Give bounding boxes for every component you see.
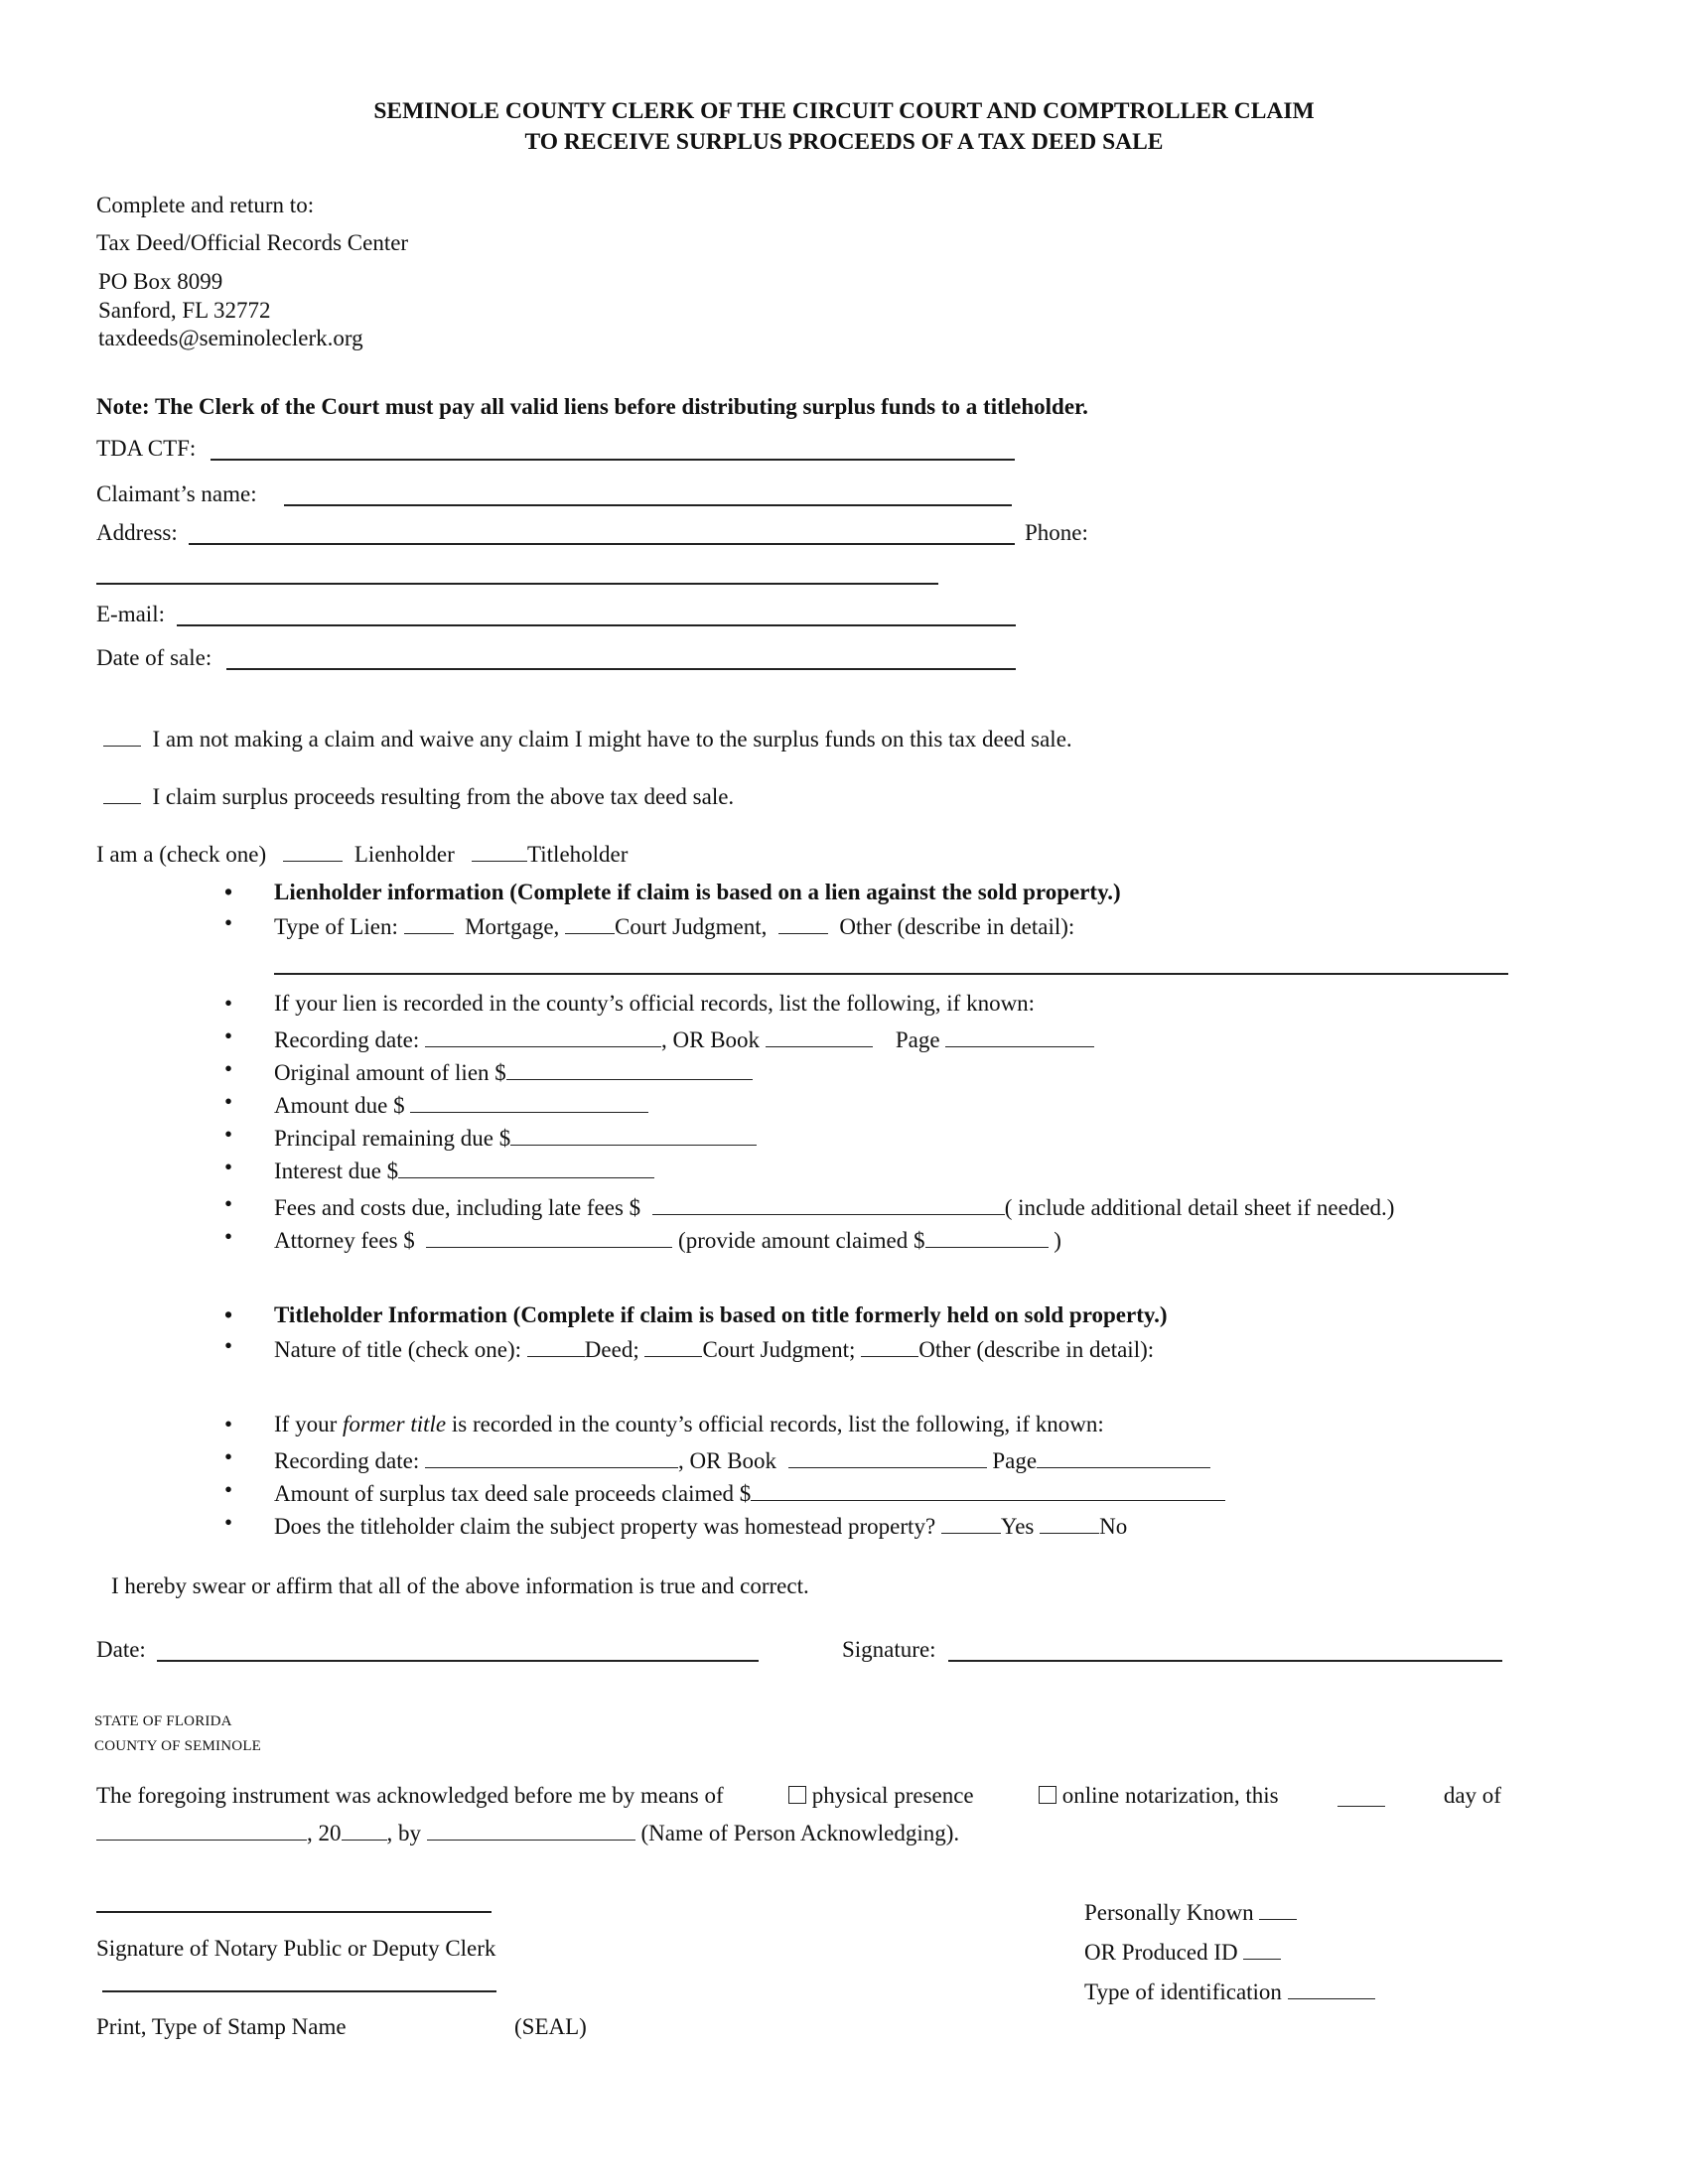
title-or-book-label: , OR Book [678, 1447, 777, 1473]
county-label: COUNTY OF SEMINOLE [94, 1738, 262, 1754]
amount-due-row [274, 1090, 648, 1117]
attorney-note: (provide amount claimed $ [678, 1227, 925, 1253]
month-blank[interactable] [96, 1818, 307, 1841]
title-other-option: Other (describe in detail): [918, 1336, 1155, 1362]
bullet: • [224, 1444, 233, 1469]
deed-option: Deed; [584, 1336, 639, 1362]
original-amount-row [274, 1057, 753, 1084]
title-court-option: Court Judgment; [702, 1336, 856, 1362]
title-recorded-a: If your [274, 1412, 343, 1436]
bullet: • [224, 1122, 233, 1147]
title-court-blank[interactable] [644, 1334, 702, 1357]
mortgage-option: Mortgage, [465, 913, 560, 939]
role-line [96, 839, 628, 866]
nature-row [274, 1334, 1154, 1361]
title-recording-date-label: Recording date: [274, 1447, 420, 1473]
personally-known-blank[interactable] [1259, 1897, 1297, 1920]
return-po-box: PO Box 8099 [98, 269, 223, 294]
seal-label: (SEAL) [514, 2014, 587, 2039]
title-recorded-italic: former title [342, 1412, 447, 1436]
day-blank[interactable] [1337, 1784, 1385, 1807]
amount-due-label: Amount due $ [274, 1092, 405, 1118]
notary-signature-label: Signature of Notary Public or Deputy Clerk [96, 1936, 496, 1961]
principal-label: Principal remaining due $ [274, 1125, 511, 1151]
title-page-blank[interactable] [1037, 1445, 1210, 1468]
lien-or-book-blank[interactable] [766, 1024, 873, 1047]
title-or-book-blank[interactable] [788, 1445, 987, 1468]
title-recorded-c: is recorded in the county’s official records, list the following, if known: [446, 1412, 1104, 1436]
title-recording-row [274, 1445, 1210, 1472]
id-type-blank[interactable] [1288, 1977, 1375, 1999]
id-type-row [1084, 1977, 1375, 2003]
court-judgment-blank[interactable] [565, 911, 615, 934]
lien-recording-date-blank[interactable] [425, 1024, 661, 1047]
fees-row [274, 1192, 1394, 1219]
year-blank[interactable] [342, 1818, 387, 1841]
email-input-line[interactable] [177, 624, 1016, 626]
lien-heading-text: Lienholder information (Complete if claim is based on a lien against the sold property.) [274, 880, 1121, 904]
form-title-line-1: SEMINOLE COUNTY CLERK OF THE CIRCUIT COURT AND COMPTROLLER CLAIM [373, 98, 1315, 124]
bullet: • [224, 1333, 233, 1358]
lien-type-label: Type of Lien: [274, 913, 398, 939]
bullet: • [224, 1412, 233, 1436]
homestead-label: Does the titleholder claim the subject property was homestead property? [274, 1513, 936, 1539]
fees-note: ( include additional detail sheet if needed.) [1004, 1194, 1395, 1220]
bullet: • [224, 1477, 233, 1502]
original-amount-label: Original amount of lien $ [274, 1059, 506, 1085]
homestead-no: No [1099, 1513, 1128, 1539]
return-city: Sanford, FL 32772 [98, 298, 271, 323]
bullet: • [224, 1510, 233, 1535]
bullet: • [224, 1191, 233, 1216]
return-email: taxdeeds@seminoleclerk.org [98, 326, 363, 350]
phone-label: Phone: [1025, 520, 1088, 545]
return-intro: Complete and return to: [96, 193, 315, 217]
title-heading: Titleholder Information (Complete if claim is based on title formerly held on sold property.) [274, 1302, 1168, 1327]
lien-page-blank[interactable] [945, 1024, 1094, 1047]
homestead-yes-blank[interactable] [941, 1511, 1001, 1534]
date-signature-line[interactable] [157, 1660, 759, 1662]
attorney-blank[interactable] [426, 1225, 672, 1248]
role-label: I am a (check one) [96, 841, 267, 867]
tda-label: TDA CTF: [96, 436, 197, 461]
lien-describe-line[interactable] [274, 973, 1508, 975]
by-label: , by [386, 1820, 421, 1845]
claim-check-blank[interactable] [103, 781, 141, 804]
bullet: • [224, 991, 233, 1016]
interest-row [274, 1156, 654, 1182]
bullet: • [224, 910, 233, 935]
notary-signature-line[interactable] [96, 1911, 492, 1913]
surplus-row [274, 1478, 1225, 1505]
other-lien-option: Other (describe in detail): [839, 913, 1075, 939]
bullet: • [224, 1089, 233, 1114]
homestead-no-blank[interactable] [1040, 1511, 1099, 1534]
state-label: STATE OF FLORIDA [94, 1713, 232, 1729]
principal-blank[interactable] [510, 1123, 757, 1146]
interest-blank[interactable] [398, 1156, 654, 1178]
claimant-name-input-line[interactable] [284, 504, 1012, 506]
ack-text-a: The foregoing instrument was acknowledged before me by means of [96, 1783, 724, 1808]
lien-page-label: Page [895, 1026, 940, 1052]
bullet: • [224, 1056, 233, 1081]
date-label: Date: [96, 1637, 146, 1662]
person-name-blank[interactable] [427, 1818, 635, 1841]
lienholder-check-blank[interactable] [283, 839, 343, 862]
claim-option [103, 781, 734, 808]
day-of-label: day of [1443, 1783, 1501, 1808]
tda-input-line[interactable] [211, 459, 1015, 461]
deed-blank[interactable] [527, 1334, 585, 1357]
date-of-sale-input-line[interactable] [226, 668, 1016, 670]
attorney-row [274, 1225, 1061, 1252]
physical-presence-checkbox[interactable] [788, 1786, 806, 1804]
id-type-label: Type of identification [1084, 1979, 1282, 2004]
address-second-line[interactable] [96, 583, 938, 585]
homestead-row [274, 1511, 1127, 1538]
interest-label: Interest due $ [274, 1158, 399, 1183]
person-acknowledging-label: (Name of Person Acknowledging). [640, 1820, 960, 1845]
titleholder-check-blank[interactable] [472, 839, 527, 862]
lien-recording-date-label: Recording date: [274, 1026, 420, 1052]
bullet: • [224, 1024, 233, 1048]
homestead-yes: Yes [1000, 1513, 1035, 1539]
physical-presence-label: physical presence [811, 1783, 974, 1808]
principal-row [274, 1123, 757, 1150]
personally-known-label: Personally Known [1084, 1899, 1254, 1925]
produced-id-blank[interactable] [1243, 1937, 1281, 1960]
amount-due-blank[interactable] [410, 1090, 648, 1113]
surplus-label: Amount of surplus tax deed sale proceeds claimed $ [274, 1480, 752, 1506]
fees-label: Fees and costs due, including late fees $ [274, 1194, 641, 1220]
print-name-label: Print, Type of Stamp Name [96, 2014, 347, 2039]
court-judgment-option: Court Judgment, [615, 913, 768, 939]
lien-or-book-label: , OR Book [661, 1026, 761, 1052]
lien-recording-row [274, 1024, 1094, 1051]
title-recorded-row [274, 1413, 1104, 1435]
lien-heading: • [224, 880, 233, 904]
attorney-label: Attorney fees $ [274, 1227, 415, 1253]
acknowledgment-line-1 [96, 1784, 1501, 1807]
mortgage-blank[interactable] [404, 911, 454, 934]
waive-check-blank[interactable] [103, 724, 141, 747]
lienholder-option: Lienholder [353, 841, 455, 867]
online-notarization-label: online notarization, this [1061, 1783, 1279, 1808]
signature-line[interactable] [948, 1660, 1502, 1662]
email-label: E-mail: [96, 602, 165, 626]
lien-note: Note: The Clerk of the Court must pay all valid liens before distributing surplus funds to a titleholder. [96, 394, 1088, 419]
signature-label: Signature: [842, 1637, 936, 1662]
bullet: • [224, 1224, 233, 1249]
date-of-sale-label: Date of sale: [96, 645, 212, 670]
form-title-line-2: TO RECEIVE SURPLUS PROCEEDS OF A TAX DEED SALE [524, 129, 1164, 155]
claim-option-text: I claim surplus proceeds resulting from the above tax deed sale. [152, 783, 735, 809]
title-recording-date-blank[interactable] [425, 1445, 678, 1468]
waive-option-text: I am not making a claim and waive any claim I might have to the surplus funds on this tax deed sale. [152, 726, 1072, 751]
acknowledgment-line-2 [96, 1818, 959, 1844]
attorney-claimed-blank[interactable] [925, 1225, 1049, 1248]
produced-id-row [1084, 1937, 1281, 1964]
title-page-label: Page [992, 1447, 1038, 1473]
affirmation-text: I hereby swear or affirm that all of the above information is true and correct. [111, 1573, 809, 1598]
attorney-note-close: ) [1054, 1227, 1061, 1253]
produced-id-label: OR Produced ID [1084, 1939, 1238, 1965]
online-notarization-checkbox[interactable] [1039, 1786, 1056, 1804]
titleholder-option: Titleholder [527, 841, 629, 867]
personally-known-row [1084, 1897, 1297, 1924]
title-other-blank[interactable] [861, 1334, 918, 1357]
bullet: • [224, 1302, 233, 1327]
lien-type-row [274, 911, 1074, 938]
bullet: • [224, 1155, 233, 1179]
return-office: Tax Deed/Official Records Center [96, 230, 409, 255]
original-amount-blank[interactable] [506, 1057, 753, 1080]
waive-option [103, 724, 1072, 751]
surplus-blank[interactable] [751, 1478, 1225, 1501]
nature-label: Nature of title (check one): [274, 1336, 522, 1362]
other-lien-blank[interactable] [778, 911, 828, 934]
lien-recorded-text: If your lien is recorded in the county’s official records, list the following, if known: [274, 991, 1036, 1016]
address-input-line[interactable] [189, 543, 1015, 545]
fees-blank[interactable] [652, 1192, 1005, 1215]
print-name-line[interactable] [102, 1990, 496, 1992]
claimant-name-label: Claimant’s name: [96, 481, 257, 506]
address-label: Address: [96, 520, 178, 545]
year-prefix: , 20 [307, 1820, 342, 1845]
